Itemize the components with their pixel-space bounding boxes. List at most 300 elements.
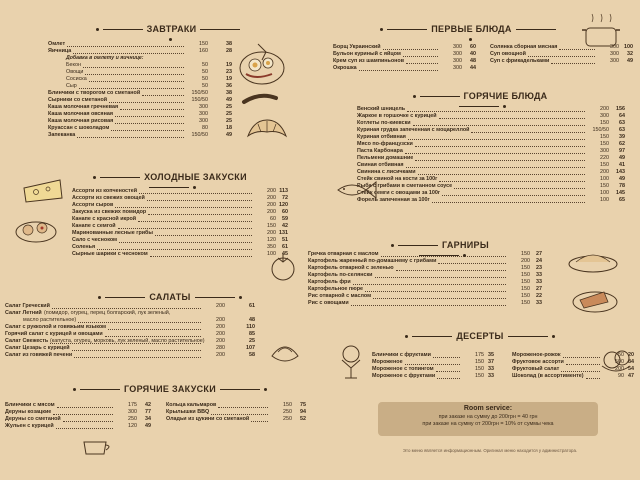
menu-item-weight: 300 [199,118,208,124]
menu-item-price: 48 [470,58,476,64]
menu-item-name: Ассорти сыров [72,202,114,208]
menu-item [5,324,263,331]
hot-snacks-list-left [5,402,153,430]
dot-leader [72,345,201,351]
menu-item-name: Котлеты по-киевски [357,120,411,126]
section-title-garnish: ГАРНИРЫ [370,240,510,260]
dot-leader [359,65,438,71]
menu-item [357,148,627,155]
menu-item [357,197,627,204]
cold-snacks-list [72,188,290,258]
menu-item-name: Картофель по-селянски [308,272,373,278]
menu-item-name: Сырные шарики с чесноком [72,251,148,257]
dot-leader [73,48,184,54]
menu-item [166,409,308,416]
hot-snacks-list-right [166,402,308,423]
dot-leader [436,366,460,372]
menu-item [357,141,627,148]
menu-item-price: 25 [226,104,232,110]
menu-item-name: Мороженое [372,359,403,365]
menu-item-name: Канапе с красной икрой [72,216,137,222]
menu-item-price: 23 [226,69,232,75]
menu-item [72,223,290,230]
menu-item [48,118,236,125]
menu-item-price: 18 [226,125,232,131]
menu-item [48,83,236,90]
menu-item-weight: 200 [216,352,225,358]
menu-item-price: 42 [282,223,288,229]
menu-item-price: 156 [616,106,625,112]
dot-leader [57,402,113,408]
dot-leader [438,258,506,264]
menu-item-weight: 300 [453,58,462,64]
menu-item [308,293,542,300]
menu-item-price: 65 [619,197,625,203]
menu-item-price: 19 [226,76,232,82]
menu-item-name: Картофель отварной с зеленью [308,265,394,271]
menu-item-price: 44 [470,65,476,71]
menu-item [72,251,290,258]
menu-item [48,132,236,139]
menu-item [48,62,236,69]
menu-item-weight: 150 [600,183,609,189]
menu-item-price: 22 [536,293,542,299]
menu-item-name: Суп с фрикадельками [490,58,550,64]
desserts-list-left [372,352,494,380]
menu-item-name: Каша молочная гречневая [48,104,119,110]
menu-item [490,58,635,65]
menu-item [48,104,236,111]
dot-leader [111,125,184,131]
menu-item-name: Салат из говяжей печени [5,352,73,358]
menu-item-weight: 150 [600,134,609,140]
menu-item-weight: 200 [267,202,276,208]
menu-item-price: 54 [628,366,634,372]
room-service-title: Room service: [463,405,513,412]
dot-leader [437,373,460,379]
menu-item-name: Пельмени домашние [357,155,414,161]
dot-leader [415,141,585,147]
menu-item-price: 20 [628,352,634,358]
menu-item-weight: 100 [600,190,609,196]
menu-item-name: Салат с рукколой и говяжьим языком [5,324,107,330]
menu-item [308,300,542,307]
dot-leader [471,127,585,133]
dot-leader [561,366,600,372]
menu-item-price: 39 [619,134,625,140]
menu-item-weight: 300 [610,58,619,64]
menu-item-name: Яичница [48,48,72,54]
menu-item-name: Блинчики с фруктами [372,352,431,358]
menu-item-price: 49 [627,58,633,64]
menu-item-weight: 175 [475,352,484,358]
croissant-illustration [244,116,290,144]
menu-item [72,195,290,202]
menu-item-name: Крылышки BBQ [166,409,210,415]
menu-item [308,265,542,272]
room-service-line-2: при заказе на сумму от 200грн = 10% от суммы чека [422,421,554,427]
menu-item [357,134,627,141]
menu-item-name: Крем суп из шампиньонов [333,58,405,64]
menu-item-price: 72 [282,195,288,201]
menu-item-weight: 150 [475,366,484,372]
menu-item-weight: 300 [128,409,137,415]
menu-item [5,303,263,310]
menu-item-name: Блинчики с творогом со сметаной [48,90,141,96]
menu-item [333,51,478,58]
menu-item [48,48,236,55]
menu-item-name: Оладьи из цукини со сметаной [166,416,250,422]
menu-item-price: 145 [616,190,625,196]
footer-note: Это меню является информационным. Оригинал меню находится у администратора. [402,448,578,453]
menu-item-weight: 150/50 [191,132,208,138]
menu-item-name: Сало с чесноком [72,237,118,243]
menu-item-price: 85 [249,331,255,337]
menu-item [357,113,627,120]
menu-item-name: Каша молочная рисовая [48,118,114,124]
dot-leader [155,230,252,236]
menu-item-weight: 300 [610,51,619,57]
menu-item-name: Куриная отбивная [357,134,406,140]
menu-item-name: Сырники со сметаной [48,97,108,103]
menu-item-name: Суп овощной [490,51,526,57]
menu-item-weight: 150 [521,265,530,271]
menu-item-weight: 150 [199,41,208,47]
menu-item-name: Блинчики с мясом [5,402,55,408]
dot-leader [52,303,201,309]
menu-item-name: Картофель жаренный по-домашнему с грибами [308,258,437,264]
dot-leader [83,62,184,68]
menu-item [72,216,290,223]
menu-item [5,345,263,352]
dot-leader [85,69,184,75]
menu-item-weight: 175 [128,402,137,408]
menu-item-weight: 300 [453,65,462,71]
menu-item-name: Омлет [48,41,66,47]
menu-item [48,76,236,83]
dot-leader [353,279,506,285]
menu-item-name: Закуска из свежих помидор [72,209,147,215]
menu-item-weight: 250 [283,416,292,422]
cheese-illustration [20,174,66,206]
menu-item-name: Окрошка [333,65,357,71]
menu-item [308,251,542,258]
menu-item-weight: 150 [267,223,276,229]
menu-item-name: Мороженое с фруктами [372,373,436,379]
menu-item-name: Паста Карбонара [357,148,403,154]
menu-item-name: Жаркое в горшочке с курицей [357,113,437,119]
menu-item-name: Деруны козацкие [5,409,52,415]
menu-item-price: 45 [282,251,288,257]
menu-item-price: 143 [616,169,625,175]
menu-item-weight: 200 [216,324,225,330]
menu-item [48,55,236,62]
menu-item-name: Кольца кальмаров [166,402,217,408]
menu-item [48,111,236,118]
menu-item-weight: 150/50 [592,127,609,133]
menu-item-weight: 150 [600,162,609,168]
section-title-cold: ХОЛОДНЫЕ ЗАКУСКИ [70,172,270,192]
first-courses-list-left [333,44,478,72]
menu-item-price: 48 [249,317,255,323]
dot-leader [566,359,600,365]
menu-item [372,352,494,359]
menu-item [357,162,627,169]
menu-item-weight: 50 [202,69,208,75]
menu-item-weight: 200 [216,303,225,309]
menu-item-weight: 150 [283,402,292,408]
menu-item-weight: 220 [600,155,609,161]
dot-leader [109,97,184,103]
menu-item-weight: 150 [521,300,530,306]
menu-item-price: 63 [619,120,625,126]
dot-leader [405,148,585,154]
menu-item-price: 61 [249,303,255,309]
menu-item-weight: 200 [267,188,276,194]
menu-item-weight: 60 [270,216,276,222]
dot-leader [148,209,252,215]
menu-item-weight: 150 [521,272,530,278]
dot-leader [115,118,184,124]
menu-item-price: 25 [226,111,232,117]
section-title-hot: ГОРЯЧИЕ БЛЮДА [390,91,570,111]
dot-leader [439,113,585,119]
menu-item-weight: 50 [202,62,208,68]
menu-item-name: Куриная грудка запеченная с моцареллой [357,127,470,133]
dot-leader [147,195,252,201]
menu-item [308,286,542,293]
tomato-illustration [266,250,300,284]
menu-item-weight: 120 [128,423,137,429]
dot-leader [375,272,506,278]
menu-item [48,97,236,104]
menu-item-price: 33 [488,366,494,372]
dot-leader [105,331,201,337]
menu-item [166,416,308,423]
menu-item-weight: 500 [615,359,624,365]
menu-item-weight: 80 [202,125,208,131]
menu-item-price: 51 [282,237,288,243]
dot-leader [351,300,506,306]
dot-leader [396,265,506,271]
dot-leader [405,359,460,365]
dot-leader [406,58,438,64]
menu-item [333,58,478,65]
menu-item [5,317,263,324]
menu-item-weight: 150 [521,293,530,299]
dot-leader [67,41,184,47]
menu-item-weight: 160 [199,48,208,54]
menu-item [5,310,263,317]
menu-item-name: Ассорти из свежих овощей [72,195,145,201]
menu-item-name: Салат Летний [5,310,42,316]
dot-leader [365,286,506,292]
menu-item-weight: 200 [216,317,225,323]
menu-item [72,230,290,237]
menu-item-weight: 200 [267,230,276,236]
soup-pot-illustration [578,12,624,52]
salad-illustration [268,334,302,370]
dot-leader [439,176,585,182]
menu-item-price: 60 [470,44,476,50]
menu-item-name: Свинина с лисичками [357,169,416,175]
dot-leader [108,324,201,330]
dot-leader [89,76,184,82]
menu-item-name: Салат Цезарь с курицей [5,345,70,351]
menu-item-weight: 200 [216,338,225,344]
menu-item-price: 33 [536,272,542,278]
menu-item-weight: 300 [199,104,208,110]
fish-illustration [334,178,378,202]
dot-leader [211,409,268,415]
dot-leader [418,169,585,175]
menu-item-weight: 150 [475,359,484,365]
meat-dish-illustration [570,280,620,316]
menu-item [72,188,290,195]
menu-item-name: Канапе с семгой [72,223,116,229]
menu-item-name: Борщ Украинский [333,44,381,50]
menu-item-price: 33 [536,279,542,285]
menu-item-name: Сосиска [66,76,87,82]
menu-item-name: Картофель фри [308,279,351,285]
menu-item [308,279,542,286]
menu-item-price: 60 [282,209,288,215]
menu-item-name: Круассан с шоколадом [48,125,110,131]
menu-item-price: 77 [145,409,151,415]
canape-illustration [12,206,60,246]
menu-item-price: 23 [536,265,542,271]
menu-item-price: 52 [300,416,306,422]
dot-leader [79,83,184,89]
menu-item [372,373,494,380]
menu-item [357,183,627,190]
menu-item-weight: 90 [618,373,624,379]
menu-item-price: 63 [619,127,625,133]
menu-item-name: Стейк свиной на кости за 100г [357,176,438,182]
menu-item [5,402,153,409]
menu-item [72,244,290,251]
menu-item [48,90,236,97]
menu-item-name: Бульон куриный с яйцом [333,51,401,57]
menu-item-weight: 280 [216,345,225,351]
menu-item [48,125,236,132]
menu-item-weight: 300 [600,113,609,119]
dot-leader [56,423,113,429]
dot-leader [74,352,201,358]
menu-item-name: Запеканка [48,132,76,138]
menu-item-name: Шоколад (в ассортименте) [512,373,584,379]
menu-item-name: Мороженое-рожок [512,352,561,358]
dot-leader [77,132,184,138]
menu-item-weight: 250 [128,416,137,422]
hot-dishes-list [357,106,627,204]
menu-item-weight: 150 [521,286,530,292]
dot-leader [551,58,595,64]
menu-item-name: Сыр [66,83,77,89]
section-title-first: ПЕРВЫЕ БЛЮДА [380,24,560,44]
breakfast-list [48,41,236,139]
menu-item-name: Фруктовое ассорти [512,359,564,365]
dot-leader [118,223,252,229]
menu-item-weight: 150 [600,120,609,126]
menu-item-name: Рис с овощами [308,300,349,306]
dot-leader [383,44,438,50]
dot-leader [442,190,585,196]
menu-item-name: Соленья [72,244,96,250]
menu-item-weight: 300 [453,44,462,50]
menu-item-price: 131 [279,230,288,236]
dot-leader [150,251,252,257]
menu-item-weight: 150 [600,141,609,147]
menu-item-price: 33 [488,373,494,379]
menu-item-name: масло растительное) [23,317,77,323]
fruit-bowl-illustration [598,346,634,376]
menu-item-price: 25 [249,338,255,344]
menu-item-price: 59 [282,216,288,222]
menu-item-weight: 50 [202,76,208,82]
dot-leader [406,162,585,168]
menu-item [372,359,494,366]
menu-item-name: Солянка сборная мясная [490,44,558,50]
menu-item-weight: 200 [216,331,225,337]
menu-item-name: Добавка в омлету и яичнице: [66,55,144,61]
menu-item-name: Жульен с курицей [5,423,54,429]
menu-item-weight: 50 [202,83,208,89]
menu-item-name: Свиная отбивная [357,162,404,168]
menu-item-description: (помидор, огурец, перец болгарский, лук зеленый, [44,310,171,316]
menu-item-weight: 150 [475,373,484,379]
menu-item-price: 84 [628,359,634,365]
menu-item-price: 34 [145,416,151,422]
dot-leader [115,202,252,208]
dot-leader [251,416,268,422]
menu-item-price: 49 [226,97,232,103]
menu-item-price: 62 [619,141,625,147]
menu-item [5,409,153,416]
menu-item-price: 64 [619,113,625,119]
dot-leader [78,317,201,323]
menu-item-price: 19 [226,62,232,68]
dot-leader [218,402,268,408]
dot-leader [563,352,600,358]
menu-item-weight: 100 [600,176,609,182]
menu-item-price: 107 [246,345,255,351]
dot-leader [432,197,585,203]
menu-item-price: 42 [145,402,151,408]
menu-item-name: Каша молочная овсяная [48,111,113,117]
menu-item-price: 110 [246,324,255,330]
menu-item-weight: 150 [521,251,530,257]
dot-leader [408,134,585,140]
menu-item-name: Картофельное пюре [308,286,364,292]
garnish-list [308,251,542,307]
dot-leader [120,104,184,110]
menu-item-weight: 200 [600,169,609,175]
dot-leader [97,244,252,250]
menu-item [357,169,627,176]
salads-list [5,303,263,359]
menu-item-price: 33 [536,300,542,306]
menu-item-name: Фруктовый салат [512,366,560,372]
room-service-box [378,402,598,436]
menu-item-weight: 50 [618,352,624,358]
room-service-line-1: при заказе на сумму до 200грн = 40 грн [438,414,538,420]
menu-item-price: 100 [624,44,633,50]
menu-item-price: 41 [619,162,625,168]
menu-item [333,44,478,51]
dot-leader [53,409,113,415]
menu-item-price: 49 [619,155,625,161]
